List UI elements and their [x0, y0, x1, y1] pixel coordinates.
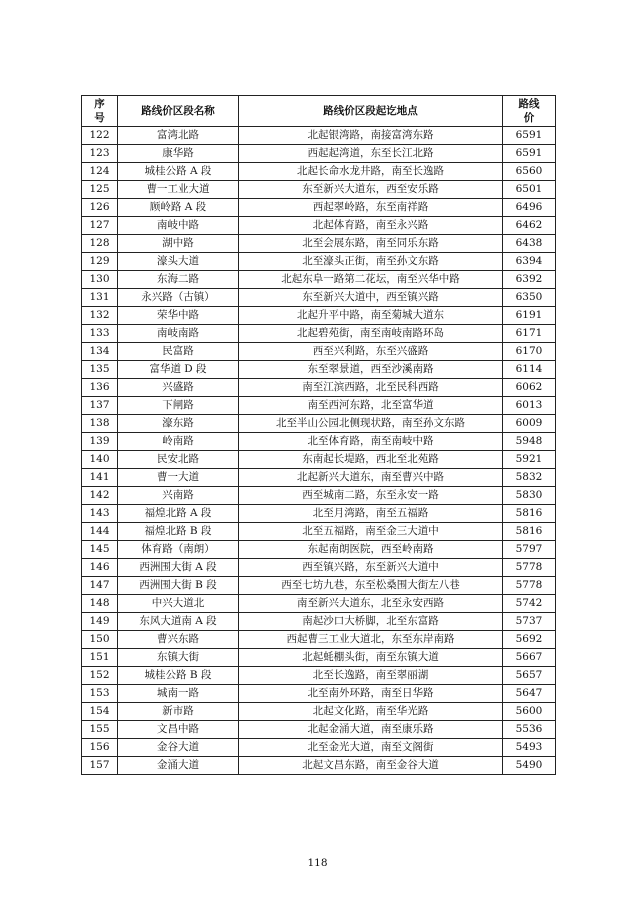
- cell-price: 6392: [503, 271, 556, 289]
- table-row: [82, 163, 556, 181]
- cell-name: 城南一路: [118, 685, 239, 703]
- table-row: [82, 487, 556, 505]
- cell-name: 永兴路（古镇）: [118, 289, 239, 307]
- cell-name: 西洲围大街 B 段: [118, 577, 239, 595]
- cell-name: 南岐南路: [118, 325, 239, 343]
- cell-range: 西至七坊九巷，东至松桑围大街左八巷: [239, 577, 503, 595]
- header-no-line1: 序: [94, 98, 105, 110]
- cell-no: 152: [82, 667, 118, 685]
- cell-price: 5742: [503, 595, 556, 613]
- cell-range: 北至半山公园北侧现状路，南至孙文东路: [239, 415, 503, 433]
- cell-name: 湖中路: [118, 235, 239, 253]
- table-row: [82, 253, 556, 271]
- cell-range: 北至月湾路，南至五福路: [239, 505, 503, 523]
- cell-no: 122: [82, 127, 118, 145]
- cell-no: 156: [82, 739, 118, 757]
- cell-name: 曹一工业大道: [118, 181, 239, 199]
- cell-name: 金谷大道: [118, 739, 239, 757]
- cell-price: 6062: [503, 379, 556, 397]
- cell-no: 139: [82, 433, 118, 451]
- cell-price: 6013: [503, 397, 556, 415]
- cell-name: 兴南路: [118, 487, 239, 505]
- cell-no: 137: [82, 397, 118, 415]
- table-row: [82, 433, 556, 451]
- cell-price: 5657: [503, 667, 556, 685]
- cell-price: 5832: [503, 469, 556, 487]
- cell-no: 126: [82, 199, 118, 217]
- cell-no: 149: [82, 613, 118, 631]
- cell-range: 南至江滨西路，北至民科西路: [239, 379, 503, 397]
- cell-no: 151: [82, 649, 118, 667]
- table-row: [82, 343, 556, 361]
- header-no-line2: 号: [94, 112, 105, 124]
- cell-no: 132: [82, 307, 118, 325]
- cell-price: 5830: [503, 487, 556, 505]
- cell-name: 城桂公路 A 段: [118, 163, 239, 181]
- table-row: [82, 541, 556, 559]
- cell-no: 133: [82, 325, 118, 343]
- cell-no: 124: [82, 163, 118, 181]
- header-range: 路线价区段起讫地点: [239, 96, 503, 127]
- cell-no: 140: [82, 451, 118, 469]
- cell-name: 新市路: [118, 703, 239, 721]
- cell-range: 西起翠岭路，东至南祥路: [239, 199, 503, 217]
- table-row: [82, 217, 556, 235]
- cell-no: 141: [82, 469, 118, 487]
- cell-range: 北起升平中路，南至菊城大道东: [239, 307, 503, 325]
- cell-no: 142: [82, 487, 118, 505]
- table-row: [82, 523, 556, 541]
- cell-range: 北至长逸路，南至翠丽湖: [239, 667, 503, 685]
- cell-range: 西起曹三工业大道北，东至东岸南路: [239, 631, 503, 649]
- table-row: [82, 325, 556, 343]
- table-row: [82, 289, 556, 307]
- table-row: [82, 127, 556, 145]
- cell-no: 138: [82, 415, 118, 433]
- cell-price: 6191: [503, 307, 556, 325]
- cell-price: 6591: [503, 127, 556, 145]
- table-row: [82, 721, 556, 739]
- cell-price: 6496: [503, 199, 556, 217]
- cell-range: 西至兴利路，东至兴盛路: [239, 343, 503, 361]
- cell-name: 岭南路: [118, 433, 239, 451]
- table-row: [82, 577, 556, 595]
- cell-name: 福煌北路 A 段: [118, 505, 239, 523]
- cell-price: 6591: [503, 145, 556, 163]
- cell-price: 6350: [503, 289, 556, 307]
- cell-name: 曹一大道: [118, 469, 239, 487]
- cell-no: 125: [82, 181, 118, 199]
- cell-range: 东南起长堤路，西北至北苑路: [239, 451, 503, 469]
- table-row: [82, 469, 556, 487]
- table-row: [82, 649, 556, 667]
- header-price: [503, 96, 556, 127]
- table-row: [82, 271, 556, 289]
- cell-name: 濠头大道: [118, 253, 239, 271]
- cell-price: 5816: [503, 523, 556, 541]
- cell-range: 北至体育路，南至南岐中路: [239, 433, 503, 451]
- cell-name: 体育路（南朗）: [118, 541, 239, 559]
- cell-range: 北起东阜一路第二花坛，南至兴华中路: [239, 271, 503, 289]
- table-row: [82, 145, 556, 163]
- cell-range: 北起文昌东路，南至金谷大道: [239, 757, 503, 775]
- cell-price: 5600: [503, 703, 556, 721]
- cell-no: 134: [82, 343, 118, 361]
- cell-no: 123: [82, 145, 118, 163]
- table-row: [82, 613, 556, 631]
- cell-range: 北至五福路，南至金三大道中: [239, 523, 503, 541]
- page-number: 118: [307, 857, 328, 869]
- cell-name: 康华路: [118, 145, 239, 163]
- cell-no: 136: [82, 379, 118, 397]
- cell-name: 福煌北路 B 段: [118, 523, 239, 541]
- cell-no: 155: [82, 721, 118, 739]
- cell-range: 北至濠头正街，南至孙文东路: [239, 253, 503, 271]
- cell-range: 东至新兴大道东，西至安乐路: [239, 181, 503, 199]
- table-header: [82, 96, 556, 127]
- cell-range: 西起起湾道，东至长江北路: [239, 145, 503, 163]
- cell-name: 顾岭路 A 段: [118, 199, 239, 217]
- cell-range: 北起蚝棚头街，南至东镇大道: [239, 649, 503, 667]
- cell-name: 富华道 D 段: [118, 361, 239, 379]
- cell-range: 北起长命水龙井路，南至长逸路: [239, 163, 503, 181]
- cell-no: 127: [82, 217, 118, 235]
- table-row: [82, 361, 556, 379]
- cell-price: 5667: [503, 649, 556, 667]
- cell-range: 南起沙口大桥脚，北至东富路: [239, 613, 503, 631]
- cell-name: 民安北路: [118, 451, 239, 469]
- cell-no: 145: [82, 541, 118, 559]
- cell-price: 5778: [503, 577, 556, 595]
- cell-price: 6009: [503, 415, 556, 433]
- cell-no: 154: [82, 703, 118, 721]
- cell-range: 北起银湾路，南接富湾东路: [239, 127, 503, 145]
- cell-range: 北起新兴大道东，南至曹兴中路: [239, 469, 503, 487]
- table-row: [82, 379, 556, 397]
- cell-price: 6501: [503, 181, 556, 199]
- cell-no: 147: [82, 577, 118, 595]
- cell-range: 北至会展东路，南至同乐东路: [239, 235, 503, 253]
- cell-range: 北起文化路，南至华光路: [239, 703, 503, 721]
- cell-range: 北至南外环路，南至日华路: [239, 685, 503, 703]
- cell-no: 144: [82, 523, 118, 541]
- route-price-table: [81, 95, 556, 775]
- header-row: [82, 96, 556, 127]
- cell-price: 5647: [503, 685, 556, 703]
- cell-name: 民富路: [118, 343, 239, 361]
- cell-price: 5948: [503, 433, 556, 451]
- table-row: [82, 451, 556, 469]
- cell-name: 东镇大街: [118, 649, 239, 667]
- cell-name: 文昌中路: [118, 721, 239, 739]
- cell-range: 南至新兴大道东，北至永安西路: [239, 595, 503, 613]
- cell-range: 北至金光大道，南至文阁街: [239, 739, 503, 757]
- cell-no: 148: [82, 595, 118, 613]
- cell-name: 濠东路: [118, 415, 239, 433]
- cell-name: 西洲围大街 A 段: [118, 559, 239, 577]
- cell-range: 东至新兴大道中，西至镇兴路: [239, 289, 503, 307]
- cell-price: 6394: [503, 253, 556, 271]
- cell-no: 153: [82, 685, 118, 703]
- cell-no: 146: [82, 559, 118, 577]
- cell-range: 东至翠景道，西至沙溪南路: [239, 361, 503, 379]
- table-row: [82, 505, 556, 523]
- cell-no: 129: [82, 253, 118, 271]
- cell-price: 5778: [503, 559, 556, 577]
- cell-no: 128: [82, 235, 118, 253]
- cell-range: 西至镇兴路，东至新兴大道中: [239, 559, 503, 577]
- table-row: [82, 667, 556, 685]
- header-price-line1: 路线: [518, 98, 540, 110]
- table-row: [82, 199, 556, 217]
- table-row: [82, 631, 556, 649]
- table-row: [82, 757, 556, 775]
- cell-range: 西至城南二路，东至永安一路: [239, 487, 503, 505]
- cell-range: 北起金涌大道，南至康乐路: [239, 721, 503, 739]
- cell-price: 5490: [503, 757, 556, 775]
- cell-price: 5797: [503, 541, 556, 559]
- cell-name: 曹兴东路: [118, 631, 239, 649]
- cell-name: 中兴大道北: [118, 595, 239, 613]
- header-no: [82, 96, 118, 127]
- cell-price: 5816: [503, 505, 556, 523]
- table-row: [82, 703, 556, 721]
- cell-price: 6114: [503, 361, 556, 379]
- table-row: [82, 685, 556, 703]
- table-row: [82, 559, 556, 577]
- cell-price: 5536: [503, 721, 556, 739]
- cell-name: 城桂公路 B 段: [118, 667, 239, 685]
- cell-price: 5692: [503, 631, 556, 649]
- cell-no: 130: [82, 271, 118, 289]
- cell-name: 荣华中路: [118, 307, 239, 325]
- header-price-line2: 价: [523, 112, 535, 124]
- table-row: [82, 595, 556, 613]
- table-row: [82, 181, 556, 199]
- cell-price: 5737: [503, 613, 556, 631]
- cell-no: 157: [82, 757, 118, 775]
- cell-price: 6462: [503, 217, 556, 235]
- cell-price: 6560: [503, 163, 556, 181]
- cell-no: 143: [82, 505, 118, 523]
- table-row: [82, 739, 556, 757]
- header-name: 路线价区段名称: [118, 96, 239, 127]
- cell-name: 兴盛路: [118, 379, 239, 397]
- cell-name: 南岐中路: [118, 217, 239, 235]
- cell-price: 5493: [503, 739, 556, 757]
- cell-range: 北起碧苑街，南至南岐南路环岛: [239, 325, 503, 343]
- cell-price: 5921: [503, 451, 556, 469]
- cell-price: 6438: [503, 235, 556, 253]
- table-row: [82, 415, 556, 433]
- cell-no: 131: [82, 289, 118, 307]
- cell-range: 北起体育路，南至永兴路: [239, 217, 503, 235]
- cell-name: 东风大道南 A 段: [118, 613, 239, 631]
- table-body: [82, 127, 556, 775]
- cell-name: 东海二路: [118, 271, 239, 289]
- cell-range: 南至西河东路，北至富华道: [239, 397, 503, 415]
- cell-no: 150: [82, 631, 118, 649]
- cell-range: 东起南朗医院，西至岭南路: [239, 541, 503, 559]
- table-row: [82, 235, 556, 253]
- cell-no: 135: [82, 361, 118, 379]
- cell-price: 6170: [503, 343, 556, 361]
- cell-name: 富湾北路: [118, 127, 239, 145]
- cell-name: 下闸路: [118, 397, 239, 415]
- table-row: [82, 307, 556, 325]
- cell-price: 6171: [503, 325, 556, 343]
- table-row: [82, 397, 556, 415]
- cell-name: 金涌大道: [118, 757, 239, 775]
